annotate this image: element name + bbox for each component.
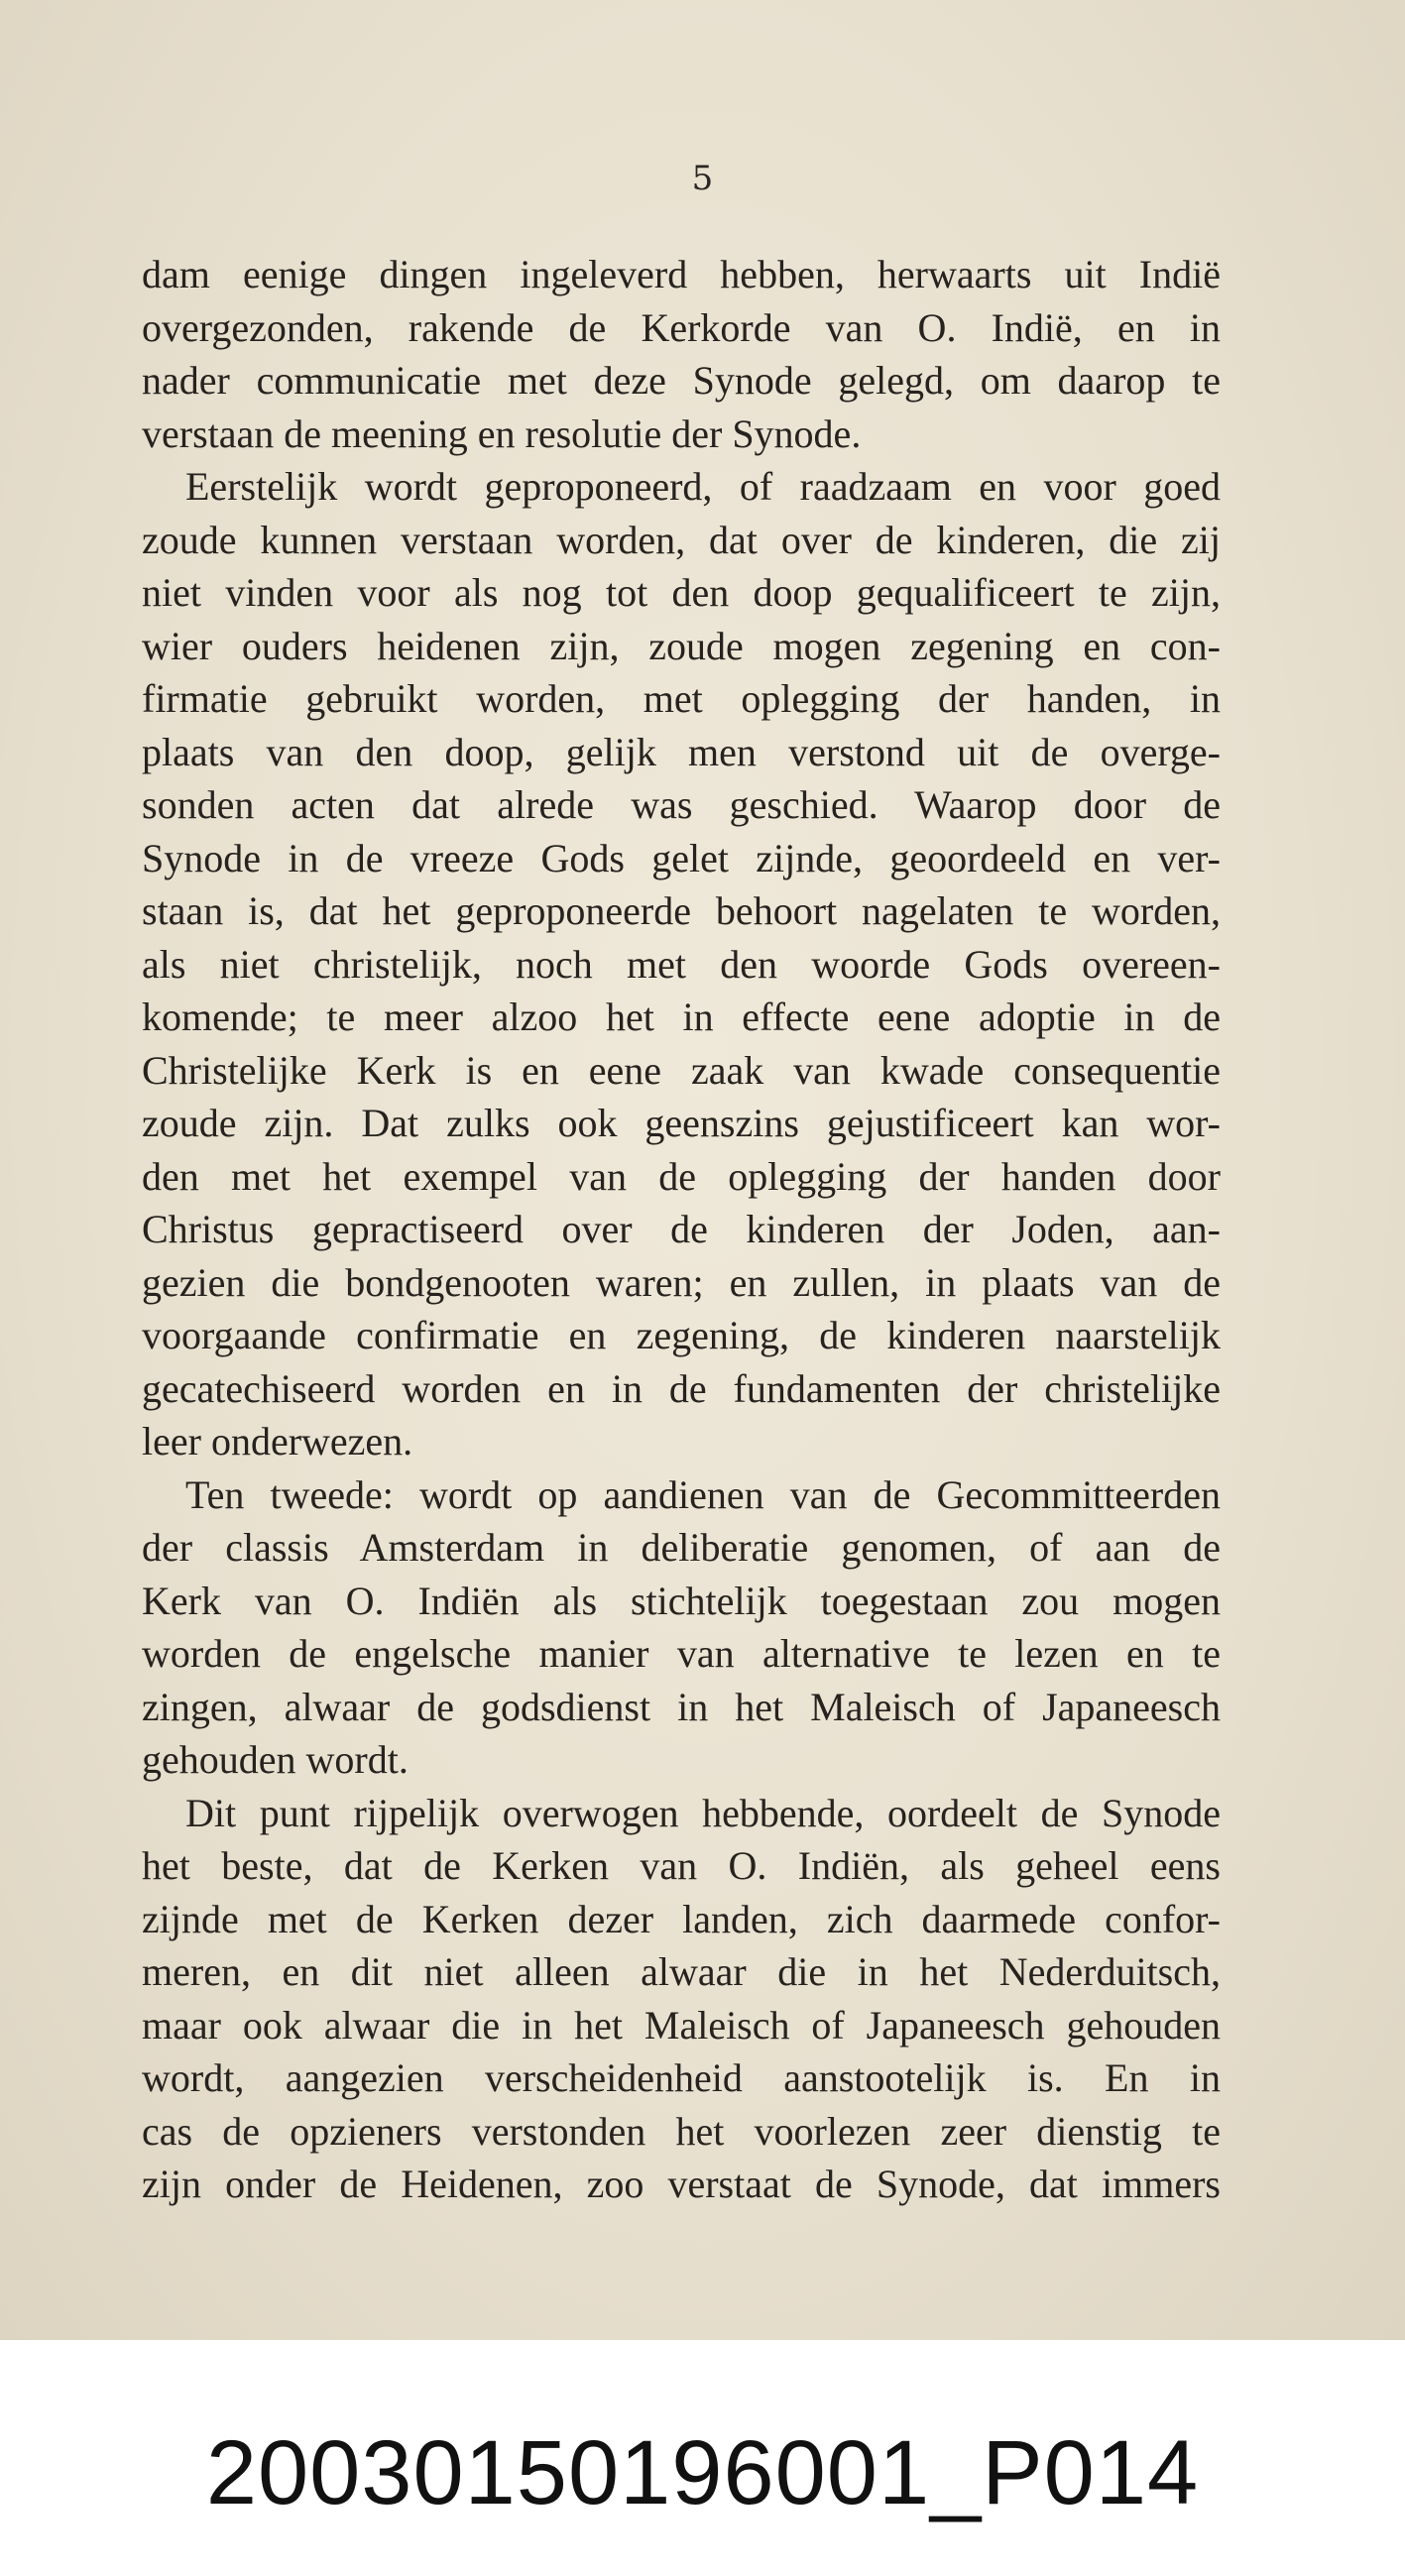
text-line: der classis Amsterdam in deliberatie genomen, of aan de: [142, 1525, 1221, 1570]
text-line: het beste, dat de Kerken van O. Indiën, als geheel eens: [142, 1843, 1221, 1888]
text-line: zoude zijn. Dat zulks ook geenszins gejustificeert kan wor-: [142, 1101, 1221, 1145]
text-line: meren, en dit niet alleen alwaar die in het Nederduitsch,: [142, 1949, 1221, 1994]
text-line: zoude kunnen verstaan worden, dat over de kinderen, die zij: [142, 517, 1221, 562]
text-line: Christelijke Kerk is en eene zaak van kwade consequentie: [142, 1047, 1221, 1093]
text-line: niet vinden voor als nog tot den doop gequalificeert te zijn,: [142, 570, 1221, 615]
text-line: verstaan de meening en resolutie der Synode.: [142, 410, 862, 456]
text-line: Synode in de vreeze Gods gelet zijnde, geoordeeld en ver-: [142, 835, 1221, 880]
text-line: wordt, aangezien verscheidenheid aanstootelijk is. En in: [142, 2055, 1221, 2100]
text-line: Dit punt rijpelijk overwogen hebbende, oordeelt de Synode: [185, 1790, 1221, 1835]
text-line: Eerstelijk wordt geproponeerd, of raadzaam en voor goed: [185, 464, 1221, 509]
text-line: worden de engelsche manier van alternative te lezen en te: [142, 1631, 1221, 1676]
text-line: staan is, dat het geproponeerde behoort nagelaten te worden,: [142, 888, 1221, 933]
text-line: gehouden wordt.: [142, 1737, 409, 1782]
text-line: sonden acten dat alrede was geschied. Waarop door de: [142, 782, 1221, 827]
text-line: dam eenige dingen ingeleverd hebben, herwaarts uit Indië: [142, 252, 1221, 296]
page-number: 5: [691, 159, 714, 198]
archive-id: 20030150196001_P014: [205, 2422, 1200, 2523]
text-line: zijn onder de Heidenen, zoo verstaat de Synode, dat immers: [142, 2162, 1221, 2206]
text-line: voorgaande confirmatie en zegening, de kinderen naarstelijk: [142, 1313, 1221, 1357]
archive-footer: [0, 2340, 1405, 2576]
text-line: Ten tweede: wordt op aandienen van de Gecommitteerden: [185, 1471, 1221, 1517]
text-line: Christus gepractiseerd over de kinderen der Joden, aan-: [142, 1207, 1221, 1251]
text-line: gezien die bondgenooten waren; en zullen, in plaats van de: [142, 1259, 1221, 1305]
text-line: plaats van den doop, gelijk men verstond uit de overge-: [142, 729, 1221, 774]
text-line: zijnde met de Kerken dezer landen, zich daarmede confor-: [142, 1896, 1221, 1941]
text-line: maar ook alwaar die in het Maleisch of Japaneesch gehouden: [142, 2002, 1221, 2048]
text-line: wier ouders heidenen zijn, zoude mogen zegening en con-: [142, 623, 1221, 668]
body-text: [142, 248, 1221, 2211]
text-line: nader communicatie met deze Synode gelegd, om daarop te: [142, 358, 1221, 403]
text-line: zingen, alwaar de godsdienst in het Maleisch of Japaneesch: [142, 1684, 1221, 1729]
text-line: leer onderwezen.: [142, 1419, 413, 1464]
text-line: Kerk van O. Indiën als stichtelijk toegestaan zou mogen: [142, 1578, 1221, 1623]
text-line: cas de opzieners verstonden het voorlezen zeer dienstig te: [142, 2108, 1221, 2154]
text-line: overgezonden, rakende de Kerkorde van O. Indië, en in: [142, 304, 1221, 350]
text-line: als niet christelijk, noch met den woorde Gods overeen-: [142, 941, 1221, 987]
text-line: gecatechiseerd worden en in de fundamenten der christelijke: [142, 1365, 1221, 1411]
text-line: den met het exempel van de oplegging der handen door: [142, 1153, 1221, 1199]
text-line: komende; te meer alzoo het in effecte eene adoptie in de: [142, 995, 1221, 1039]
text-line: firmatie gebruikt worden, met oplegging der handen, in: [142, 676, 1221, 721]
